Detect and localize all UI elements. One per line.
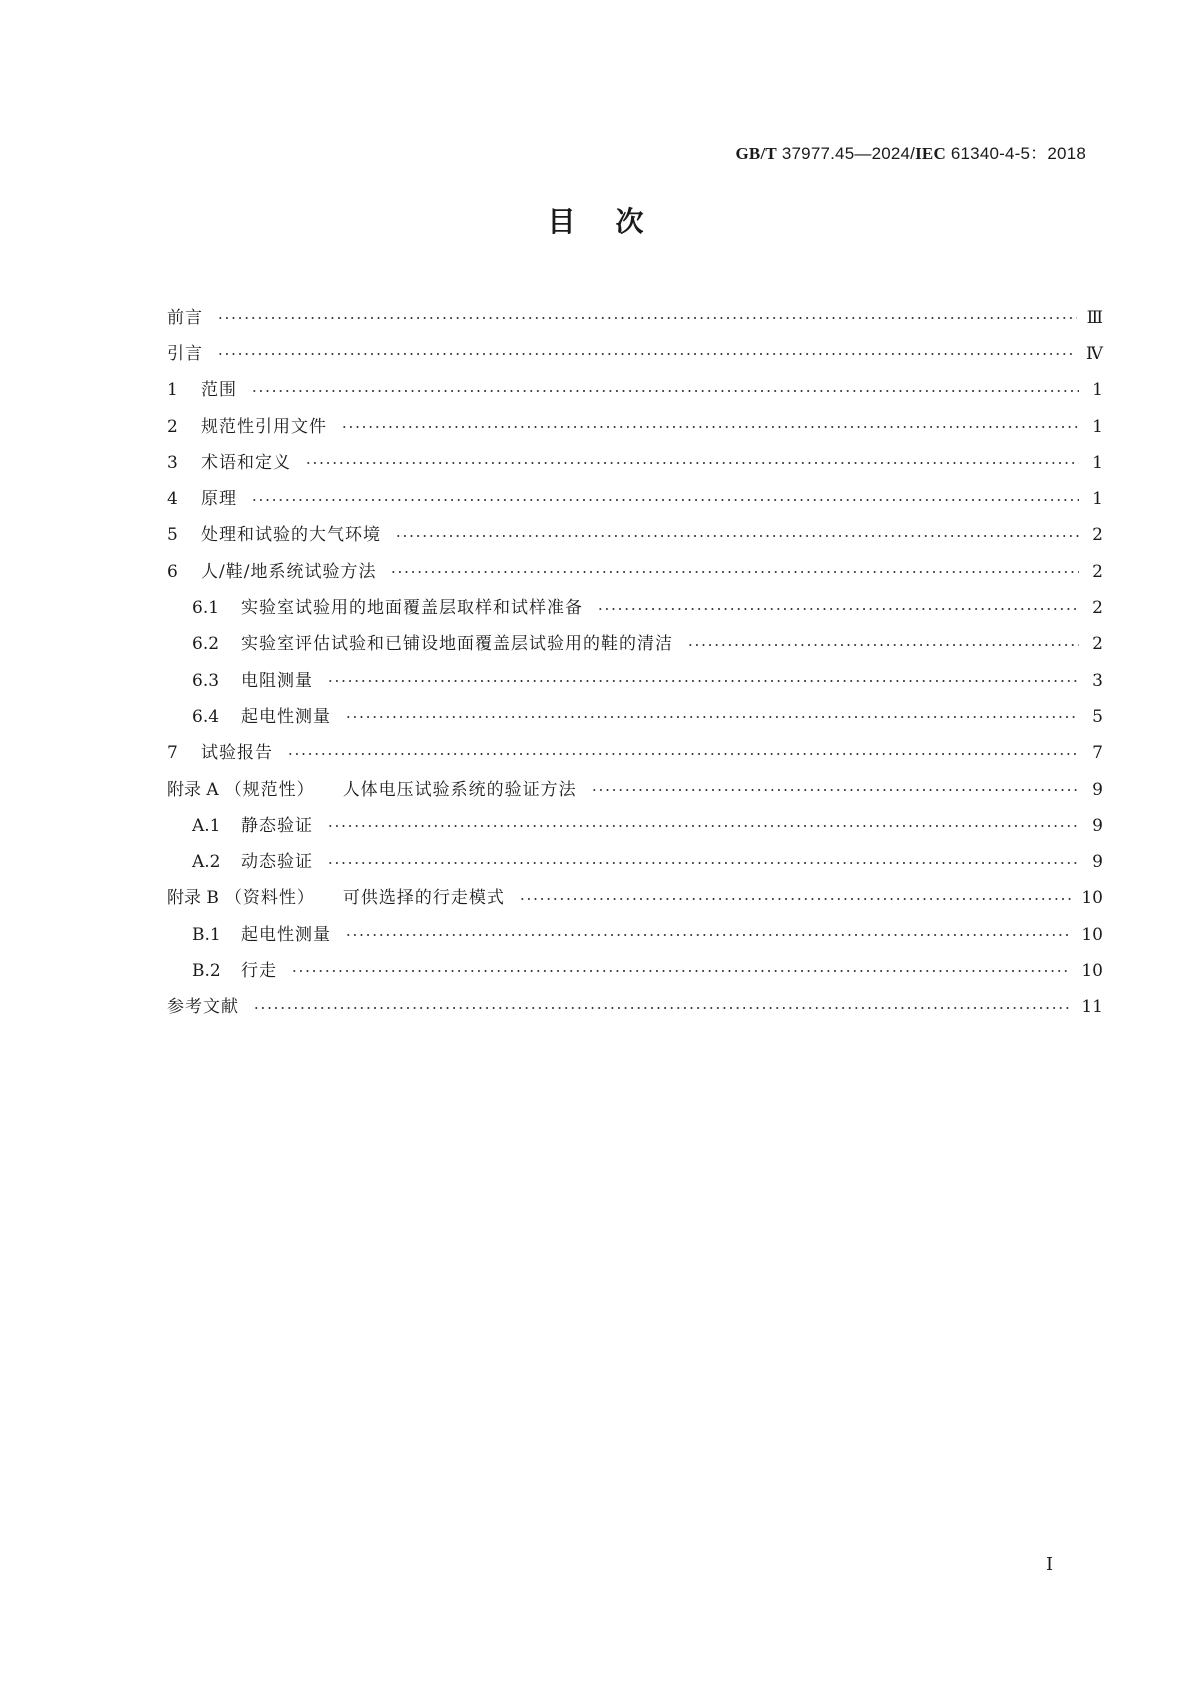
- toc-entry-number: A.2: [192, 852, 221, 873]
- toc-entry-number: 6.2: [192, 634, 220, 655]
- dot-leader: [395, 535, 1079, 537]
- toc-entry[interactable]: [167, 881, 1103, 917]
- dot-leader: [341, 426, 1079, 428]
- toc-entry[interactable]: [167, 699, 1103, 735]
- toc-entry[interactable]: [167, 917, 1103, 953]
- dot-leader: [217, 353, 1076, 355]
- toc-entry[interactable]: [167, 590, 1103, 626]
- toc-entry-label: 动态验证: [241, 852, 313, 873]
- std-number: 37977.45—2024/: [776, 144, 916, 163]
- toc-entry-page: 2: [1092, 561, 1103, 582]
- dot-leader: [217, 317, 1077, 319]
- toc-entry[interactable]: [167, 409, 1103, 445]
- toc-entry-number: 6: [167, 561, 178, 582]
- toc-entry[interactable]: [167, 808, 1103, 844]
- toc-entry-page: 9: [1092, 852, 1103, 873]
- toc-entry-label: 原理: [201, 489, 237, 510]
- toc-entry-page: 9: [1092, 779, 1103, 800]
- toc-entry-number: B.2: [192, 960, 221, 981]
- toc-entry-label: 试验报告: [201, 743, 273, 764]
- toc-entry-page: 10: [1081, 960, 1103, 981]
- dot-leader: [253, 1007, 1071, 1009]
- dot-leader: [687, 644, 1079, 646]
- toc-entry-page: 5: [1092, 706, 1103, 727]
- toc-entry-label: 起电性测量: [241, 706, 331, 727]
- toc-entry-page: 7: [1092, 743, 1103, 764]
- toc-entry-annex-type: （规范性）: [224, 779, 315, 800]
- dot-leader: [287, 753, 1079, 755]
- table-of-contents: [167, 300, 1103, 1026]
- toc-entry-number: 4: [167, 489, 178, 510]
- dot-leader: [291, 970, 1071, 972]
- toc-entry-page: 2: [1092, 525, 1103, 546]
- toc-entry[interactable]: [167, 445, 1103, 481]
- dot-leader: [305, 462, 1079, 464]
- toc-entry-label: 可供选择的行走模式: [342, 888, 505, 909]
- toc-entry-page: 1: [1092, 380, 1103, 401]
- toc-entry[interactable]: [167, 736, 1103, 772]
- toc-entry-label: 处理和试验的大气环境: [201, 525, 381, 546]
- toc-entry-page: 9: [1092, 815, 1103, 836]
- toc-entry[interactable]: [167, 627, 1103, 663]
- toc-entry[interactable]: [167, 990, 1103, 1026]
- toc-entry[interactable]: [167, 300, 1103, 336]
- toc-entry-number: 附录 B: [167, 888, 219, 909]
- toc-entry-page: 10: [1081, 924, 1103, 945]
- toc-entry[interactable]: [167, 518, 1103, 554]
- dot-leader: [591, 789, 1079, 791]
- dot-leader: [327, 862, 1079, 864]
- toc-entry-page: 2: [1092, 598, 1103, 619]
- dot-leader: [519, 898, 1071, 900]
- toc-entry-label: 规范性引用文件: [201, 416, 327, 437]
- toc-entry-number: A.1: [192, 815, 221, 836]
- toc-entry-label: 范围: [201, 380, 237, 401]
- toc-entry-label: 前言: [167, 307, 203, 328]
- dot-leader: [390, 571, 1079, 573]
- std-prefix: GB/T: [735, 144, 777, 163]
- toc-entry-number: 6.4: [192, 706, 220, 727]
- toc-entry-annex-type: （资料性）: [224, 888, 315, 909]
- dot-leader: [327, 825, 1079, 827]
- toc-entry[interactable]: [167, 772, 1103, 808]
- standard-code: [736, 139, 1087, 164]
- toc-entry[interactable]: [167, 953, 1103, 989]
- toc-entry-label: 人体电压试验系统的验证方法: [342, 779, 577, 800]
- dot-leader: [597, 608, 1079, 610]
- toc-entry-number: 2: [167, 416, 178, 437]
- toc-entry-label: 静态验证: [241, 815, 313, 836]
- toc-entry-number: 6.3: [192, 670, 220, 691]
- toc-entry-label: 电阻测量: [241, 670, 313, 691]
- toc-entry-page: 1: [1092, 489, 1103, 510]
- iec-prefix: IEC: [915, 144, 946, 163]
- toc-entry-label: 起电性测量: [241, 924, 331, 945]
- toc-entry[interactable]: [167, 481, 1103, 517]
- toc-entry-number: 5: [167, 525, 178, 546]
- toc-entry[interactable]: [167, 554, 1103, 590]
- toc-entry-label: 引言: [167, 343, 203, 364]
- dot-leader: [345, 716, 1079, 718]
- toc-entry-page: Ⅲ: [1086, 307, 1103, 328]
- toc-entry-number: 7: [167, 743, 178, 764]
- toc-entry-label: 人/鞋/地系统试验方法: [201, 561, 377, 582]
- toc-entry-number: 附录 A: [167, 779, 219, 800]
- toc-entry-page: 3: [1092, 670, 1103, 691]
- toc-entry-page: Ⅳ: [1086, 343, 1103, 364]
- dot-leader: [251, 390, 1079, 392]
- toc-entry-page: 10: [1081, 888, 1103, 909]
- toc-entry-label: 实验室试验用的地面覆盖层取样和试样准备: [241, 598, 583, 619]
- toc-entry[interactable]: [167, 336, 1103, 372]
- toc-entry[interactable]: [167, 663, 1103, 699]
- toc-entry-number: 6.1: [192, 598, 220, 619]
- toc-title: 目次: [547, 205, 684, 238]
- dot-leader: [327, 680, 1079, 682]
- toc-entry-page: 11: [1081, 997, 1103, 1018]
- footer-page-number: I: [1046, 1554, 1054, 1575]
- toc-entry-page: 1: [1092, 416, 1103, 437]
- toc-entry-label: 参考文献: [167, 997, 239, 1018]
- toc-entry-label: 行走: [241, 960, 277, 981]
- toc-entry[interactable]: [167, 373, 1103, 409]
- toc-entry-number: B.1: [192, 924, 221, 945]
- iec-number: 61340-4-5：2018: [945, 144, 1086, 163]
- toc-entry-page: 1: [1092, 452, 1103, 473]
- toc-entry-number: 3: [167, 452, 178, 473]
- toc-entry-label: 术语和定义: [201, 452, 291, 473]
- toc-entry-page: 2: [1092, 634, 1103, 655]
- dot-leader: [251, 499, 1079, 501]
- dot-leader: [345, 934, 1071, 936]
- toc-entry[interactable]: [167, 844, 1103, 880]
- toc-entry-label: 实验室评估试验和已铺设地面覆盖层试验用的鞋的清洁: [241, 634, 673, 655]
- toc-entry-number: 1: [167, 380, 178, 401]
